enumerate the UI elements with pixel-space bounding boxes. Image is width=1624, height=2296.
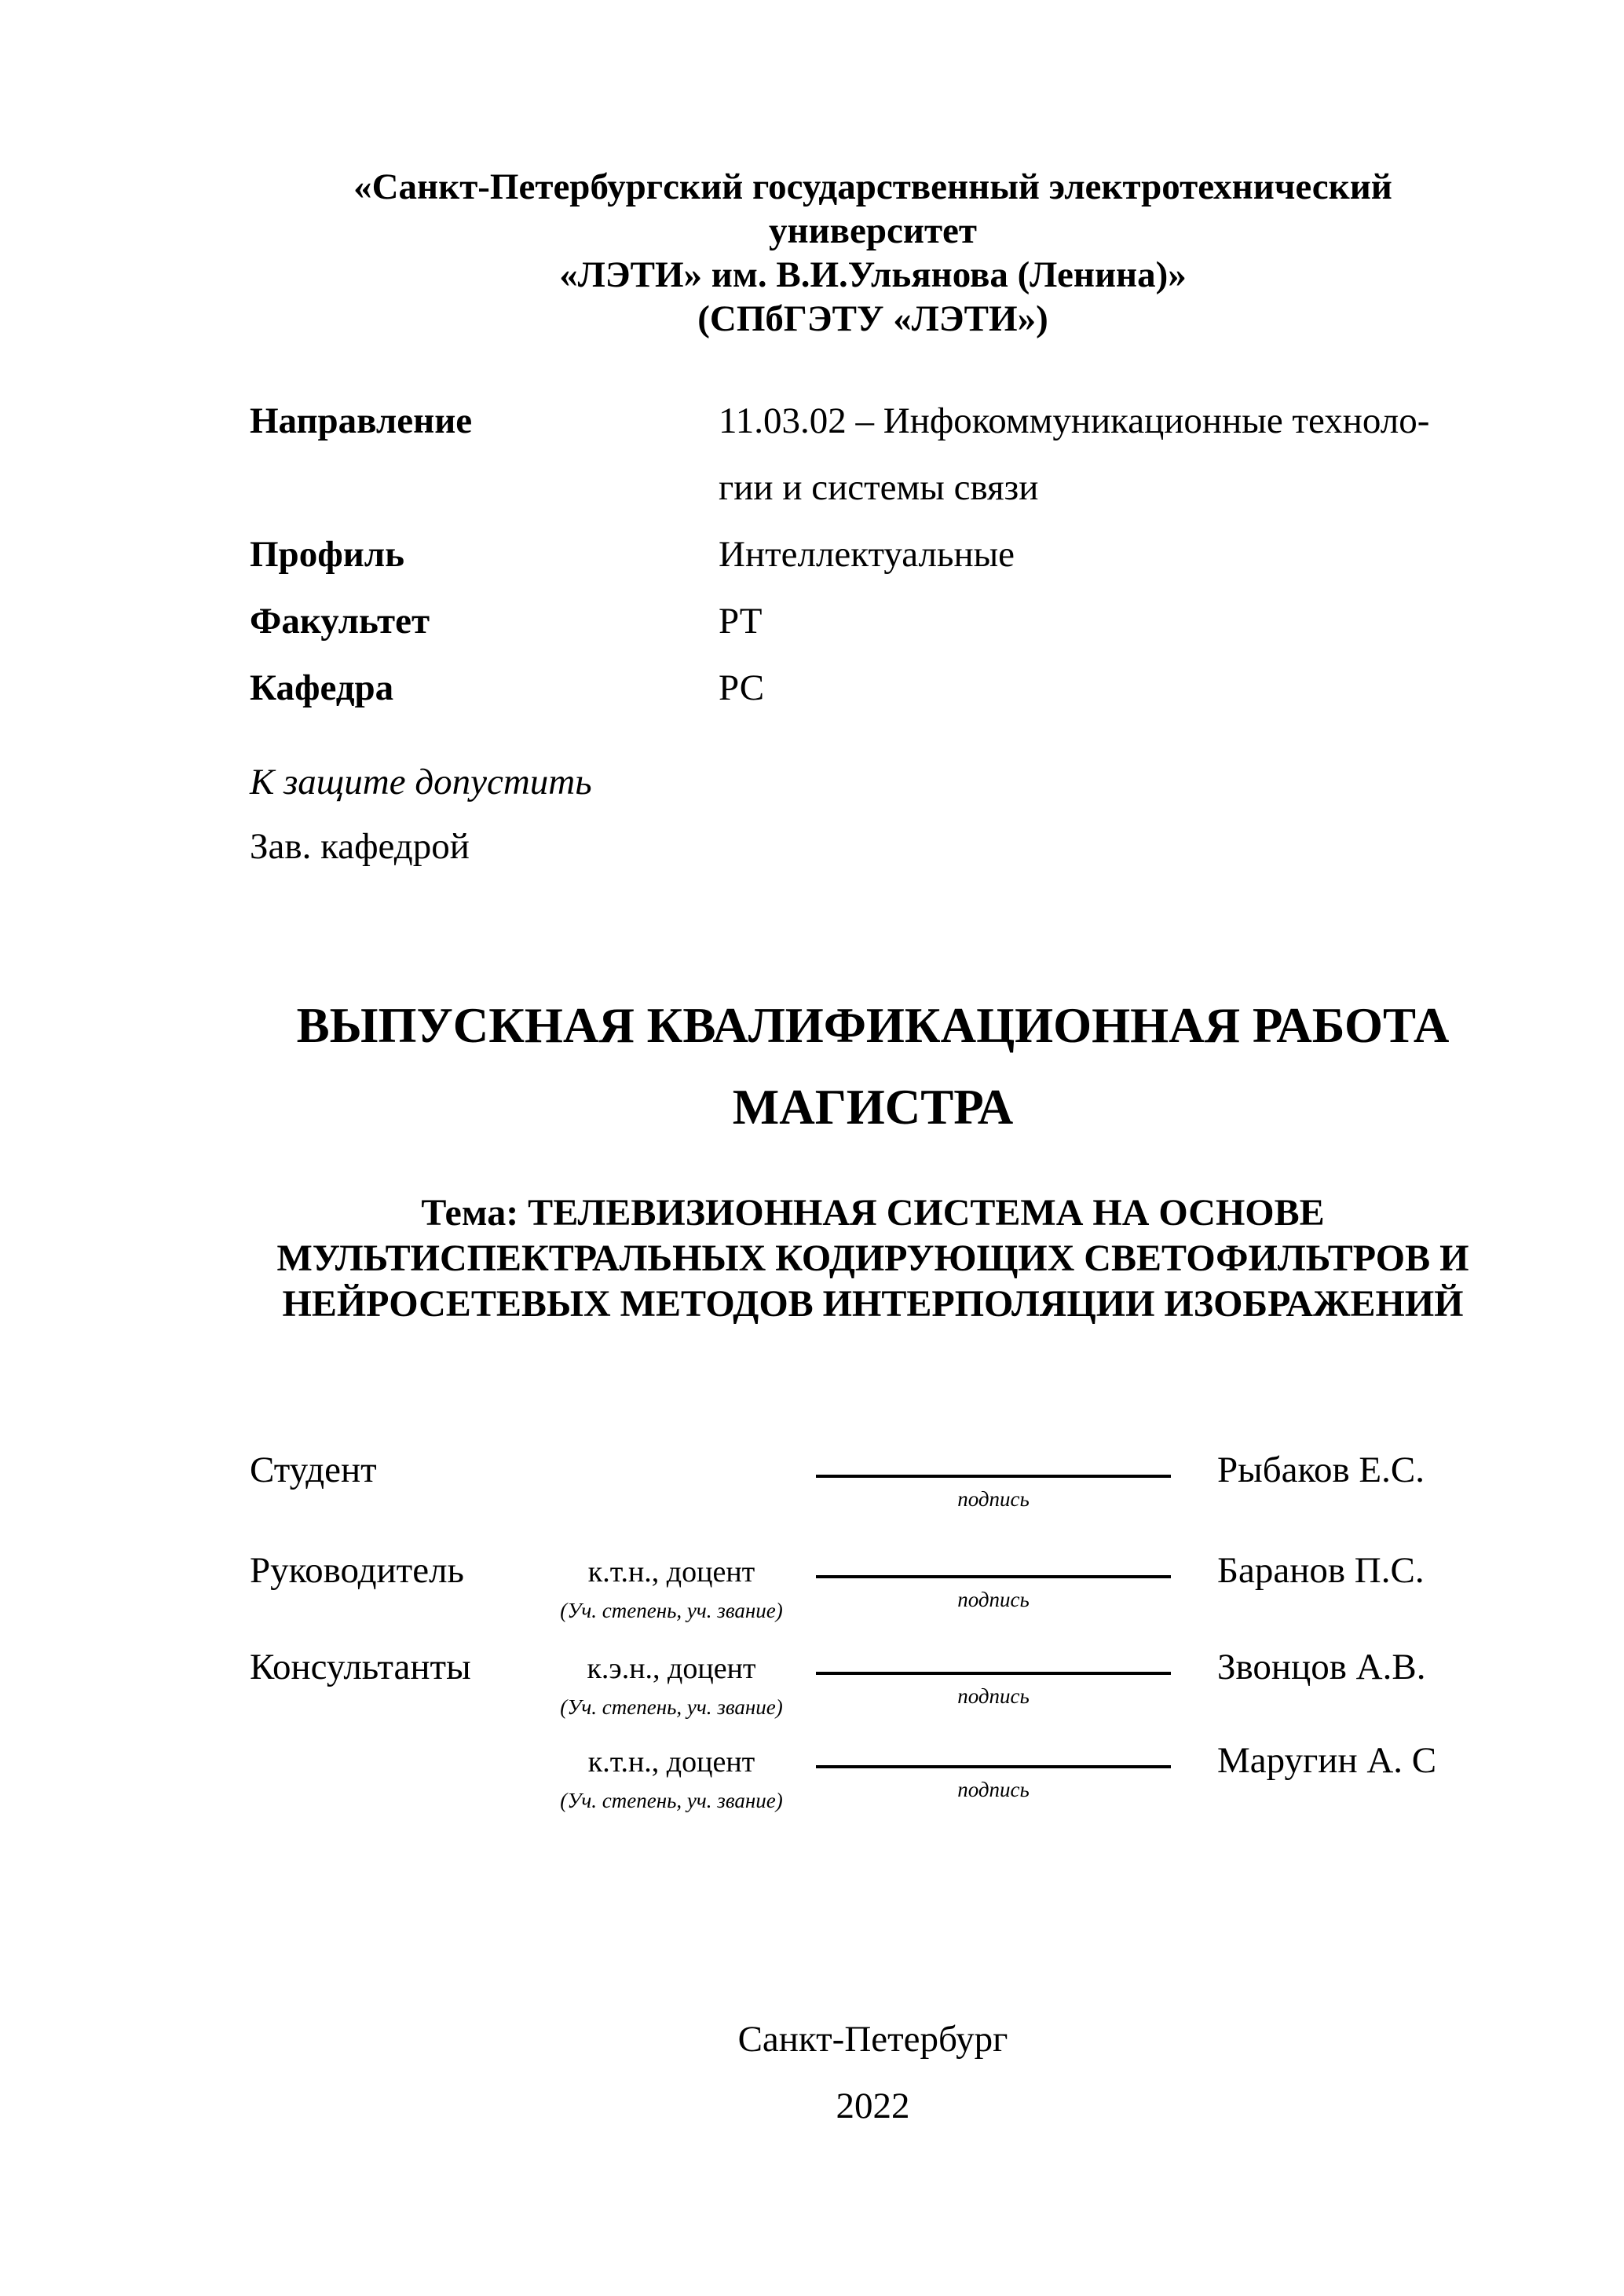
degree-note: (Уч. степень, уч. звание) bbox=[560, 1599, 783, 1622]
signature-row-consultant-1 bbox=[250, 1645, 1496, 1738]
signature-row-supervisor bbox=[250, 1548, 1496, 1645]
signature-cell bbox=[816, 1645, 1171, 1738]
signature-line bbox=[816, 1575, 1171, 1578]
faculty-label: Факультет bbox=[250, 601, 430, 642]
degree-note: (Уч. степень, уч. звание) bbox=[560, 1695, 783, 1719]
direction-value-line-1: 11.03.02 – Инфокоммуникационные техноло- bbox=[719, 400, 1430, 441]
program-info bbox=[250, 388, 1496, 722]
degree-cell bbox=[542, 1548, 801, 1645]
profile-label: Профиль bbox=[250, 534, 405, 575]
role-label: Студент bbox=[250, 1450, 377, 1490]
signature-line bbox=[816, 1672, 1171, 1675]
role-label: Руководитель bbox=[250, 1550, 464, 1591]
signature-row-student bbox=[250, 1448, 1496, 1548]
university-line-1: «Санкт-Петербургский государственный электротехнический университет bbox=[353, 166, 1392, 251]
direction-row bbox=[250, 388, 1496, 521]
direction-value-line-2: гии и системы связи bbox=[719, 467, 1039, 508]
role-label bbox=[250, 1738, 542, 1812]
department-value: РС bbox=[719, 667, 765, 708]
signature-block bbox=[250, 1448, 1496, 1812]
role-label: Консультанты bbox=[250, 1647, 471, 1687]
topic-line-1: Тема: ТЕЛЕВИЗИОННАЯ СИСТЕМА НА ОСНОВЕ bbox=[421, 1192, 1325, 1234]
work-type-line-1: ВЫПУСКНАЯ КВАЛИФИКАЦИОННАЯ РАБОТА bbox=[296, 998, 1450, 1053]
profile-value: Интеллектуальные bbox=[719, 534, 1015, 575]
admission-head-line: Зав. кафедрой bbox=[250, 826, 470, 867]
signature-cell bbox=[816, 1448, 1171, 1548]
person-name: Звонцов А.В. bbox=[1217, 1647, 1426, 1687]
university-line-3: (СПбГЭТУ «ЛЭТИ») bbox=[697, 298, 1048, 339]
footer-year: 2022 bbox=[836, 2086, 910, 2126]
faculty-row bbox=[250, 588, 1496, 655]
degree-label: к.т.н., доцент bbox=[587, 1746, 755, 1779]
footer bbox=[250, 2015, 1496, 2130]
signature-row-consultant-2 bbox=[250, 1738, 1496, 1812]
person-name: Баранов П.С. bbox=[1217, 1550, 1425, 1591]
direction-label: Направление bbox=[250, 400, 473, 441]
signature-caption: подпись bbox=[957, 1684, 1030, 1708]
signature-cell bbox=[816, 1738, 1171, 1812]
degree-cell bbox=[542, 1645, 801, 1738]
profile-row bbox=[250, 521, 1496, 588]
topic-line-3: НЕЙРОСЕТЕВЫХ МЕТОДОВ ИНТЕРПОЛЯЦИИ ИЗОБРАЖЕНИЙ bbox=[282, 1283, 1464, 1325]
admission-approve-line: К защите допустить bbox=[250, 762, 592, 803]
signature-caption: подпись bbox=[957, 1588, 1030, 1611]
department-row bbox=[250, 655, 1496, 722]
degree-cell bbox=[542, 1448, 801, 1548]
topic-line-2: МУЛЬТИСПЕКТРАЛЬНЫХ КОДИРУЮЩИХ СВЕТОФИЛЬТРОВ И bbox=[276, 1238, 1469, 1279]
signature-cell bbox=[816, 1548, 1171, 1645]
degree-label: к.т.н., доцент bbox=[587, 1556, 755, 1589]
signature-caption: подпись bbox=[957, 1487, 1030, 1511]
topic-title bbox=[250, 1190, 1496, 1327]
university-header bbox=[250, 165, 1496, 341]
signature-line bbox=[816, 1475, 1171, 1478]
person-name: Маругин А. С bbox=[1217, 1740, 1437, 1781]
department-label: Кафедра bbox=[250, 667, 394, 708]
degree-cell bbox=[542, 1738, 801, 1812]
university-line-2: «ЛЭТИ» им. В.И.Ульянова (Ленина)» bbox=[559, 254, 1187, 295]
degree-note: (Уч. степень, уч. звание) bbox=[560, 1789, 783, 1812]
work-type-line-2: МАГИСТРА bbox=[732, 1080, 1014, 1135]
faculty-value: РТ bbox=[719, 601, 763, 642]
footer-city: Санкт-Петербург bbox=[737, 2019, 1008, 2060]
person-name: Рыбаков Е.С. bbox=[1217, 1450, 1425, 1490]
signature-caption: подпись bbox=[957, 1778, 1030, 1801]
direction-value bbox=[719, 388, 1496, 521]
signature-line bbox=[816, 1765, 1171, 1768]
admission-note bbox=[250, 750, 1496, 879]
degree-label: к.э.н., доцент bbox=[587, 1652, 756, 1685]
work-type-title bbox=[250, 985, 1496, 1148]
